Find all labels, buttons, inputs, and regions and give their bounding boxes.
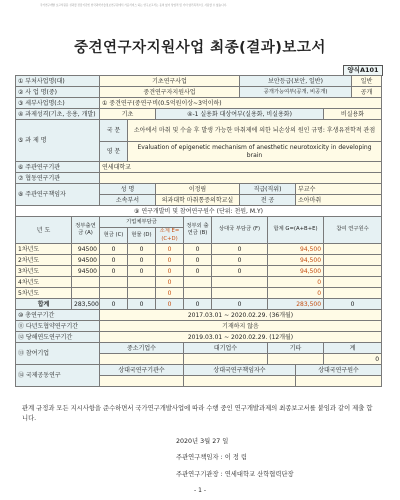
sub-program-value: ① 중견연구(중연구비(0.5억원이상~3억이하): [100, 98, 382, 109]
participating-companies-label: ⑬ 참여기업: [16, 343, 100, 365]
table-row-sum: [16, 299, 382, 310]
budget-col-local: 상대국 부담금 (F): [212, 217, 268, 244]
local-value: 0: [212, 255, 268, 266]
page-number: - 1 -: [194, 487, 206, 494]
total-value: 94,500: [268, 244, 324, 255]
sub-program-label: ③ 세부사업명(소): [16, 98, 100, 109]
security-level-label: 보안등급(보안, 일반): [240, 76, 352, 87]
header-notice: 국가연구개발 보고서원문 성과물 전담기관인 한국과학기술정보연구원에서 가공서비스 하는 연구보고서는 동의 없이 상업적 및 기타 영리목적으로 사용할 수 없습니다.: [40, 4, 227, 7]
coop-institution-label: ⑦ 협동연구기관: [16, 173, 100, 184]
large-count-value: [184, 354, 268, 365]
kind-value: 0: [128, 255, 156, 266]
year-label: 4차년도: [16, 277, 72, 288]
partner-researcher-label: 상대국연구원수: [296, 365, 382, 376]
cash-value: 0: [100, 255, 128, 266]
table-row: [16, 255, 382, 266]
company-total-label: 계: [324, 343, 382, 354]
sme-count-value: [100, 354, 184, 365]
pi-major-value: 소아마취: [296, 195, 382, 206]
cash-value: [100, 288, 128, 299]
budget-col-gov-other: 정부외 출연금 (B): [184, 217, 212, 244]
cash-value: 0: [100, 266, 128, 277]
local-value: 0: [212, 244, 268, 255]
subtotal-value: 0: [156, 255, 184, 266]
cash-value: 0: [100, 244, 128, 255]
total-value: 94,500: [268, 255, 324, 266]
english-title-label: 영 문: [100, 142, 128, 162]
kind-value: 0: [128, 266, 156, 277]
commercialization-label: ④-1 실용화 대상여부(실용화, 비실용화): [156, 109, 324, 120]
total-value: 94,500: [268, 266, 324, 277]
current-year-label: ⑫ 당해연도연구기간: [16, 332, 100, 343]
pi-label: ⑧ 주관연구책임자: [16, 184, 100, 206]
partner-inst-label: 상대국연구기관수: [100, 365, 184, 376]
pi-dept-label: 소속부서: [100, 195, 156, 206]
pi-rank-label: 직급(직위): [240, 184, 296, 195]
pi-rank-value: 부교수: [296, 184, 382, 195]
year-label: 1차년도: [16, 244, 72, 255]
sum-gov-value: 283,500: [72, 299, 100, 310]
submission-statement: 관계 규정과 모든 지시사항을 준수하면서 국가연구개발사업에 따라 수행 중인 연구개발과제의 최종보고서를 붙임과 같이 제출 합니다.: [22, 405, 373, 422]
multi-year-value: 기재하지 않음: [100, 321, 382, 332]
partner-researcher-value: [296, 376, 382, 387]
kind-value: 0: [128, 244, 156, 255]
coop-institution-value: [100, 173, 382, 184]
staff-value: [324, 277, 382, 288]
sum-local-value: 0: [212, 299, 268, 310]
intl-joint-label: ⑭ 국제공동연구: [16, 365, 100, 387]
gov-value: [72, 277, 100, 288]
korean-title-value: 소아에서 마취 및 수술 후 발생 가능한 마취제에 의한 뇌손상의 원인 규명: 후생유전학적 관점: [128, 120, 382, 142]
project-title-label: ⑤ 과 제 명: [16, 120, 100, 162]
budget-col-kind: 현물 (D): [128, 228, 156, 244]
sum-kind-value: 0: [128, 299, 156, 310]
current-year-value: 2019.03.01 ~ 2020.02.29. (12개월): [100, 332, 382, 343]
sum-total-value: 283,500: [268, 299, 324, 310]
pi-signature: 주관연구책임자 : 이 정 림: [176, 454, 247, 461]
sum-label: 합계: [16, 299, 72, 310]
sum-subtotal-value: 0: [156, 299, 184, 310]
local-value: [212, 288, 268, 299]
sum-cash-value: 0: [100, 299, 128, 310]
kind-value: [128, 277, 156, 288]
budget-section-label: ⑨ 연구개발비 및 참여연구원수 (단위: 천원, M.Y): [16, 206, 382, 217]
korean-title-label: 국 문: [100, 120, 128, 142]
report-form-table: [15, 75, 382, 387]
budget-col-staff: 참여 연구원수: [324, 217, 382, 244]
table-row: [16, 244, 382, 255]
local-value: 0: [212, 266, 268, 277]
gov-value: 94500: [72, 266, 100, 277]
commercialization-value: 비실용화: [324, 109, 382, 120]
page-title: 중견연구자지원사업 최종(결과)보고서: [74, 40, 326, 56]
host-institution-label: ⑥ 주관연구기관: [16, 162, 100, 173]
partner-pi-label: 상대국연구책임자수: [184, 365, 296, 376]
staff-value: [324, 266, 382, 277]
total-period-value: 2017.03.01 ~ 2020.02.29. (36개월): [100, 310, 382, 321]
program-value: 중견연구자지원사업: [100, 87, 240, 98]
disclosure-label: 공개가능여부(공개, 비공개): [240, 87, 352, 98]
table-row: [16, 288, 382, 299]
budget-col-corp: 기업체부담금: [100, 217, 184, 228]
sme-count-label: 중소기업수: [100, 343, 184, 354]
subtotal-value: 0: [156, 277, 184, 288]
total-value: 0: [268, 288, 324, 299]
sum-gov-other-value: 0: [184, 299, 212, 310]
gov-value: [72, 288, 100, 299]
subtotal-value: 0: [156, 266, 184, 277]
subtotal-value: 0: [156, 288, 184, 299]
kind-value: [128, 288, 156, 299]
pi-name-value: 이정림: [156, 184, 240, 195]
pi-dept-value: 의과대학 마취통증의학교실: [156, 195, 240, 206]
total-value: 0: [268, 277, 324, 288]
partner-inst-value: [100, 376, 184, 387]
budget-col-gov: 정부출연금 (A): [72, 217, 100, 244]
other-count-label: 기타: [268, 343, 324, 354]
budget-col-subtotal: 소계 E=(C+D): [156, 228, 184, 244]
gov-other-value: [184, 288, 212, 299]
dept-program-label: ① 부처사업명(대): [16, 76, 100, 87]
subtotal-value: 0: [156, 244, 184, 255]
gov-value: 94500: [72, 255, 100, 266]
submission-date: 2020년 3월 27 일: [176, 438, 229, 445]
table-row: [16, 277, 382, 288]
other-count-value: [268, 354, 324, 365]
table-row: [16, 266, 382, 277]
staff-value: [324, 288, 382, 299]
staff-value: [324, 255, 382, 266]
program-label: ② 사 업 명(중): [16, 87, 100, 98]
budget-col-cash: 현금 (C): [100, 228, 128, 244]
host-institution-value: 연세대학교: [100, 162, 382, 173]
gov-other-value: 0: [184, 266, 212, 277]
institution-head-signature: 주관연구기관장 : 연세대학교 산학협력단장: [176, 471, 294, 478]
security-level-value: 일반: [352, 76, 382, 87]
gov-other-value: 0: [184, 244, 212, 255]
budget-col-total: 합계 G=(A+B+E): [268, 217, 324, 244]
staff-value: [324, 244, 382, 255]
partner-pi-value: [184, 376, 296, 387]
sum-staff-value: 0: [324, 299, 382, 310]
gov-other-value: [184, 277, 212, 288]
project-type-label: ④ 과제성격(기초, 응용, 개발): [16, 109, 100, 120]
year-label: 2차년도: [16, 255, 72, 266]
english-title-value: Evaluation of epigenetic mechanism of anesthetic neurotoxicity in developing brain: [128, 142, 382, 162]
large-count-label: 대기업수: [184, 343, 268, 354]
local-value: [212, 277, 268, 288]
gov-value: 94500: [72, 244, 100, 255]
budget-col-year: 년 도: [16, 217, 72, 244]
pi-major-label: 전 공: [240, 195, 296, 206]
multi-year-label: ⑪ 다년도협약연구기간: [16, 321, 100, 332]
year-label: 3차년도: [16, 266, 72, 277]
pi-name-label: 성 명: [100, 184, 156, 195]
dept-program-value: 기초연구사업: [100, 76, 240, 87]
total-period-label: ⑩ 총연구기간: [16, 310, 100, 321]
company-total-value: 0: [324, 354, 382, 365]
year-label: 5차년도: [16, 288, 72, 299]
form-number: 양식A101: [343, 65, 383, 76]
disclosure-value: 공개: [352, 87, 382, 98]
gov-other-value: 0: [184, 255, 212, 266]
project-type-value: 기초: [100, 109, 156, 120]
cash-value: [100, 277, 128, 288]
